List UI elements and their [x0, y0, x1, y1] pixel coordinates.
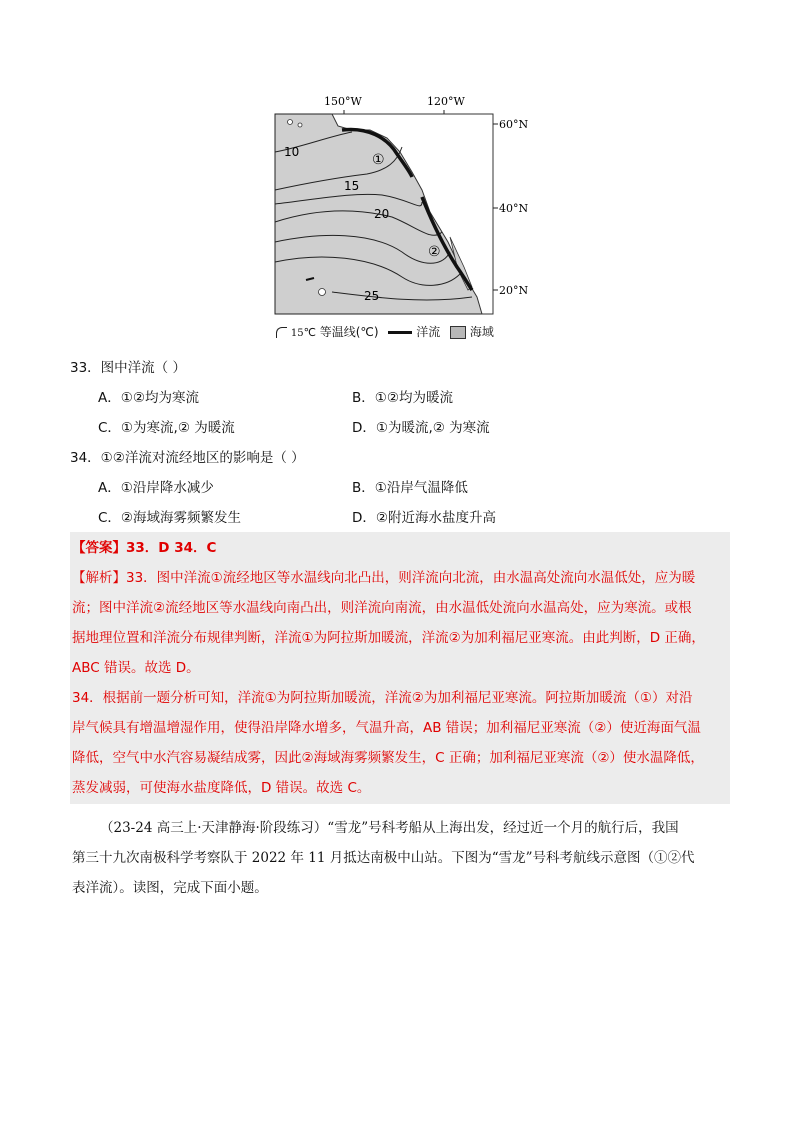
material-line: 表洋流）。读图，完成下面小题。: [72, 880, 268, 896]
analysis-line: 据地理位置和洋流分布规律判断，洋流①为阿拉斯加暖流，洋流②为加利福尼亚寒流。由此判断，D 正确，: [72, 630, 705, 646]
analysis-line: 34．根据前一题分析可知，洋流①为阿拉斯加暖流，洋流②为加利福尼亚寒流。阿拉斯加暖流（①）对沿: [72, 690, 693, 706]
analysis-line: 降低，空气中水汽容易凝结成雾，因此②海域海雾频繁发生，C 正确；加利福尼亚寒流（②）使水温降低，: [72, 750, 704, 766]
q34-option-b: B．①沿岸气温降低: [352, 480, 468, 496]
isotherm-label: 25: [364, 289, 380, 303]
island: [288, 120, 293, 125]
map-legend: [276, 322, 494, 342]
hawaii-big-island: [319, 289, 326, 296]
q34-option-a: A．①沿岸降水减少: [98, 480, 214, 496]
analysis-line: 流；图中洋流②流经地区等水温线向南凸出，则洋流向南流，由水温低处流向水温高处，应为寒流。或根: [72, 600, 692, 616]
material-line: 第三十九次南极科学考察队于 2022 年 11 月抵达南极中山站。下图为“雪龙”号科考航线示意图（①②代: [72, 850, 695, 866]
current-1-label: ①: [372, 152, 385, 168]
current-legend-line-icon: [388, 331, 412, 334]
q33-option-a: A．①②均为寒流: [98, 390, 199, 406]
lon-label: 150°W: [324, 95, 362, 108]
q34-option-d: D．②附近海水盐度升高: [352, 510, 496, 526]
legend-isotherm-unit-icon: ℃: [303, 326, 316, 339]
isotherm-label: 10: [284, 145, 300, 159]
q33-option-d: D．①为暖流,② 为寒流: [352, 420, 490, 436]
q33-option-b: B．①②均为暖流: [352, 390, 453, 406]
current-2-label: ②: [428, 244, 441, 260]
q34-stem: 34．①②洋流对流经地区的影响是（ ）: [70, 450, 305, 466]
lat-label: 20°N: [499, 284, 529, 297]
analysis-line: 岸气候具有增温增湿作用，使得沿岸降水增多，气温升高，AB 错误；加利福尼亚寒流（②）使近海面气温: [72, 720, 701, 736]
answer-line: 【答案】33．D 34．C: [72, 540, 217, 556]
sea-legend-swatch-icon: [450, 326, 466, 339]
island: [298, 123, 302, 127]
ocean-current-map: [272, 92, 532, 342]
lat-label: 40°N: [499, 202, 529, 215]
q34-option-c: C．②海域海雾频繁发生: [98, 510, 242, 526]
isotherm-label: 15: [344, 179, 360, 193]
analysis-line: 【解析】33．图中洋流①流经地区等水温线向北凸出，则洋流向北流，由水温高处流向水温低处，应为暖: [72, 570, 696, 586]
map-svg: [272, 92, 532, 342]
isotherm-legend-icon: [276, 327, 287, 338]
lat-label: 60°N: [499, 118, 529, 131]
analysis-line: 蒸发减弱，可使海水盐度降低，D 错误。故选 C。: [72, 780, 371, 796]
q33-stem: 33．图中洋流（ ）: [70, 360, 186, 376]
legend-isotherm-sample: 15: [290, 328, 304, 339]
material-line: （23-24 高三上·天津静海·阶段练习）“雪龙”号科考船从上海出发，经过近一个月的航行后，我国: [100, 820, 679, 836]
isotherm-label: 20: [374, 207, 390, 221]
analysis-line: ABC 错误。故选 D。: [72, 660, 200, 676]
lon-label: 120°W: [427, 95, 465, 108]
legend-current-text: 洋流: [416, 325, 441, 339]
q33-option-c: C．①为寒流,② 为暖流: [98, 420, 235, 436]
legend-sea-text: 海域: [469, 325, 494, 339]
legend-isotherm-text: 等温线(℃): [319, 325, 379, 339]
